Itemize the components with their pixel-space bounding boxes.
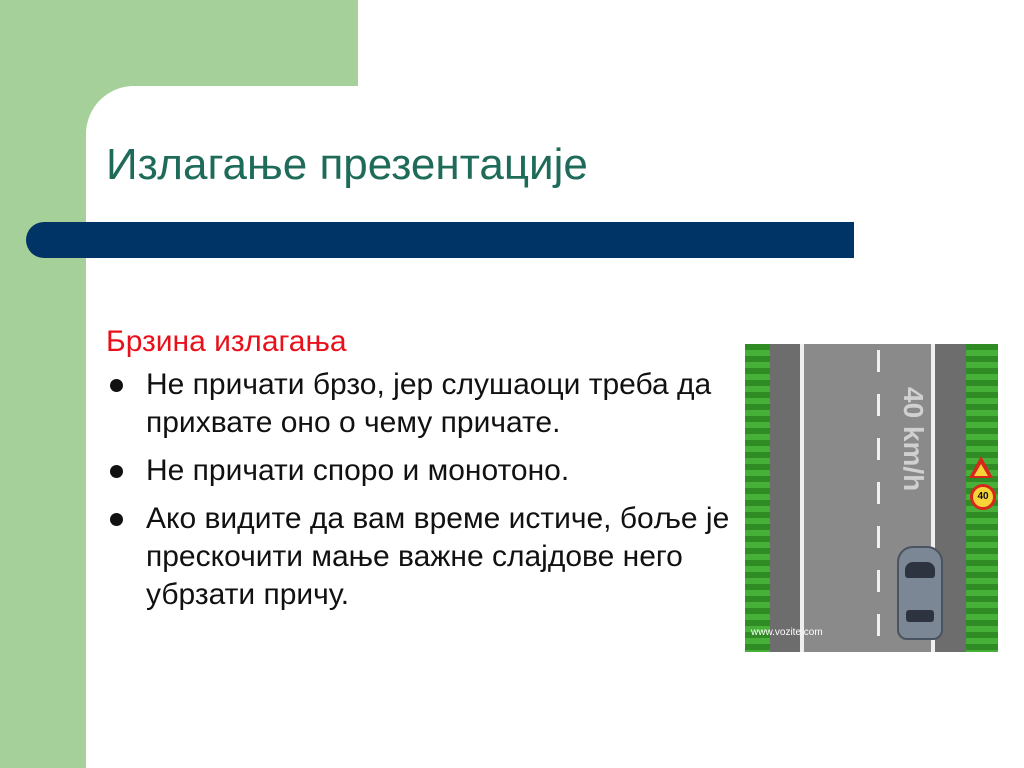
lane-dash [877,350,880,372]
lane-dash [877,438,880,460]
speed-limit-sign-icon: 40 [970,484,996,510]
lane-dash [877,482,880,504]
warning-triangle-inner [974,464,988,476]
bullet-item [106,452,756,490]
background-white-top [358,0,1024,90]
car-windshield [905,562,935,578]
background-green-block [0,0,358,90]
bullet-dot-icon [110,379,123,392]
bullet-item [106,500,756,614]
lane-dash [877,394,880,416]
slide-title: Излагање презентације [106,140,588,189]
grass-left [745,344,770,652]
bullet-list [106,366,756,614]
bullet-dot-icon [110,465,123,478]
road-illustration [745,344,998,652]
bullet-text: Не причати брзо, јер слушаоци треба да прихвате оно о чему причате. [146,368,712,439]
slide-subheading: Брзина излагања [106,325,347,358]
lane-dash [877,614,880,636]
lane-dash [877,526,880,548]
car-icon [897,546,943,640]
speed-road-marking: 40 km/h [898,386,929,492]
road-shoulder-left [770,344,800,652]
bullet-dot-icon [110,513,123,526]
bullet-item [106,366,756,442]
title-divider-bar [26,222,854,258]
road-edge-line [800,344,804,652]
bullet-text: Не причати споро и монотоно. [146,454,570,487]
image-watermark: www.vozite.com [751,627,823,638]
slide-body [106,322,756,624]
bullet-text: Ако видите да вам време истиче, боље је прескочити мање важне слајдове него убрзати причу. [146,502,730,611]
car-rear-window [906,610,934,622]
lane-dash [877,570,880,592]
